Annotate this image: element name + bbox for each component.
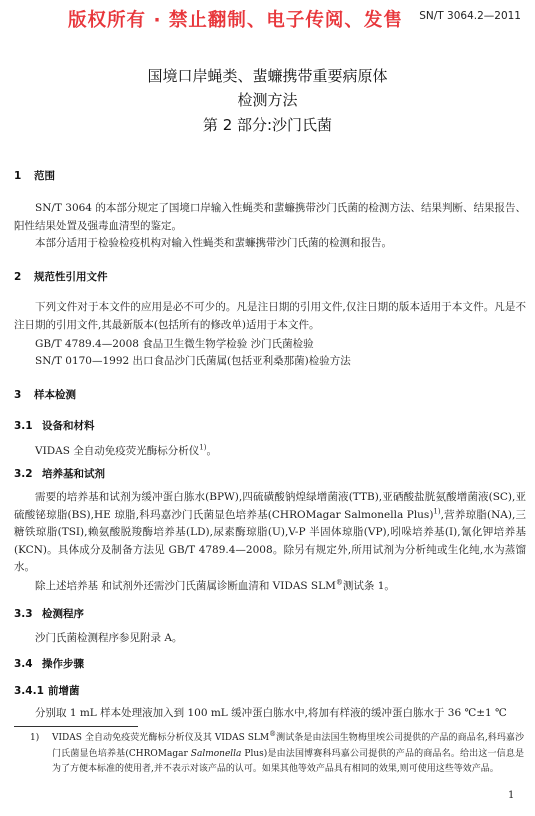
equipment-text: VIDAS 全自动免疫荧光酶标分析仪 (35, 445, 200, 457)
document-title-line3: 第 2 部分:沙门氏菌 (202, 116, 333, 134)
registered-mark: ® (335, 578, 343, 587)
footnote-part-3: Plus)是由法国博赛科玛嘉公司提供的产品的商品名。给出这一信息是为了方便本标准的使用者,并不表示对该产品的认可。如果其他等效产品具有相同的效果,则可使用这些等效产品。 (52, 748, 524, 774)
section-3-4-heading (14, 656, 84, 671)
section-number: 3.1 (14, 420, 33, 432)
section-1-paragraph-1: SN/T 3064 的本部分规定了国境口岸输入性蝇类和蜚蠊携带沙门氏菌的检测方法、结果判断、结果报告、阳性结果处置及强毒血清型的鉴定。 (14, 202, 526, 232)
footnote-italic: Salmonella (190, 748, 242, 759)
section-2-paragraph-1: 下列文件对于本文件的应用是必不可少的。凡是注日期的引用文件,仅注日期的版本适用于本文件。凡是不注日期的引用文件,其最新版本(包括所有的修改单)适用于本文件。 (14, 301, 526, 331)
section-title: 前增菌 (48, 685, 80, 697)
section-number: 1 (14, 170, 22, 182)
section-number: 3.4.1 (14, 685, 44, 697)
footnote-text (52, 731, 524, 778)
equipment-tail: 。 (206, 445, 217, 457)
section-3-heading (14, 387, 76, 402)
section-title: 样本检测 (34, 389, 76, 401)
section-number: 3 (14, 389, 22, 401)
section-3-3-heading (14, 606, 84, 621)
section-number: 3.2 (14, 468, 33, 480)
section-3-1-heading (14, 418, 95, 433)
additional-reagents-tail: 测试条 1。 (342, 580, 395, 592)
section-2-heading (14, 269, 108, 284)
footnote-ref: 1) (199, 443, 207, 452)
section-title: 范围 (34, 170, 55, 182)
section-number: 3.4 (14, 658, 33, 670)
section-title: 设备和材料 (42, 420, 95, 432)
reference-item-2: SN/T 0170—1992 出口食品沙门氏菌属(包括亚利桑那菌)检验方法 (35, 355, 351, 367)
section-3-4-1-heading (14, 683, 80, 698)
footnote-ref: 1) (433, 507, 441, 515)
equipment-item (35, 443, 217, 458)
media-list-text-tail: ,营养琼脂(NA),三糖铁琼脂(TSI),赖氨酸脱羧酶培养基(LD),尿素酶琼脂(U),V-P 半固体琼脂(VP),吲哚培养基(I),氰化钾培养基(KCN)。具体成分及制备方法见 GB/T 4789.4—2008。除另有规定外,所用试剂为分析纯或生化纯,水为蒸馏水。 (14, 508, 526, 573)
procedure-text: 沙门氏菌检测程序参见附录 A。 (35, 632, 183, 644)
footnote-part-1: VIDAS 全自动免疫荧光酶标分析仪及其 VIDAS SLM (52, 733, 270, 743)
watermark-text: 版权所有 · 禁止翻制、电子传阅、发售 (68, 10, 403, 31)
section-3-2-paragraph-2 (14, 578, 526, 596)
additional-reagents-text: 除上述培养基 和试剂外还需沙门氏菌属诊断血清和 VIDAS SLM (35, 580, 336, 592)
reference-item-1: GB/T 4789.4—2008 食品卫生微生物学检验 沙门氏菌检验 (35, 338, 314, 350)
pre-enrichment-text: 分别取 1 mL 样本处理液加入到 100 mL 缓冲蛋白胨水中,将加有样液的缓冲蛋白胨水于 36 ℃±1 ℃ (35, 707, 507, 719)
section-1-heading (14, 168, 55, 183)
registered-mark: ® (269, 730, 277, 738)
page-number: 1 (508, 790, 515, 801)
section-number: 3.3 (14, 608, 33, 620)
section-title: 规范性引用文件 (34, 271, 108, 283)
section-title: 检测程序 (42, 608, 84, 620)
footnote-mark: 1) (30, 733, 40, 743)
document-title-line1: 国境口岸蝇类、蜚蠊携带重要病原体 (147, 67, 388, 85)
document-title-line2: 检测方法 (237, 91, 298, 109)
standard-code: SN/T 3064.2—2011 (419, 10, 521, 22)
section-3-2-paragraph-1 (14, 489, 526, 577)
section-3-2-heading (14, 466, 105, 481)
section-title: 操作步骤 (42, 658, 84, 670)
footnote-separator (14, 726, 138, 727)
section-title: 培养基和试剂 (42, 468, 105, 480)
footnote-part-2: 测试条是由法国生物梅里埃公司提供的产品的商品名,科玛嘉沙门氏菌显色培养基(CHROMagar (52, 733, 525, 759)
media-list-text: 需要的培养基和试剂为缓冲蛋白胨水(BPW),四硫磺酸钠煌绿增菌液(TTB),亚硒酸盐胱氨酸增菌液(SC),亚硫酸铋琼脂(BS),HE 琼脂,科玛嘉沙门氏菌显色培养基(CHROMagar Salmonella Plus) (14, 491, 526, 521)
section-number: 2 (14, 271, 22, 283)
section-1-paragraph-2: 本部分适用于检验检疫机构对输入性蝇类和蜚蠊携带沙门氏菌的检测和报告。 (35, 237, 392, 249)
